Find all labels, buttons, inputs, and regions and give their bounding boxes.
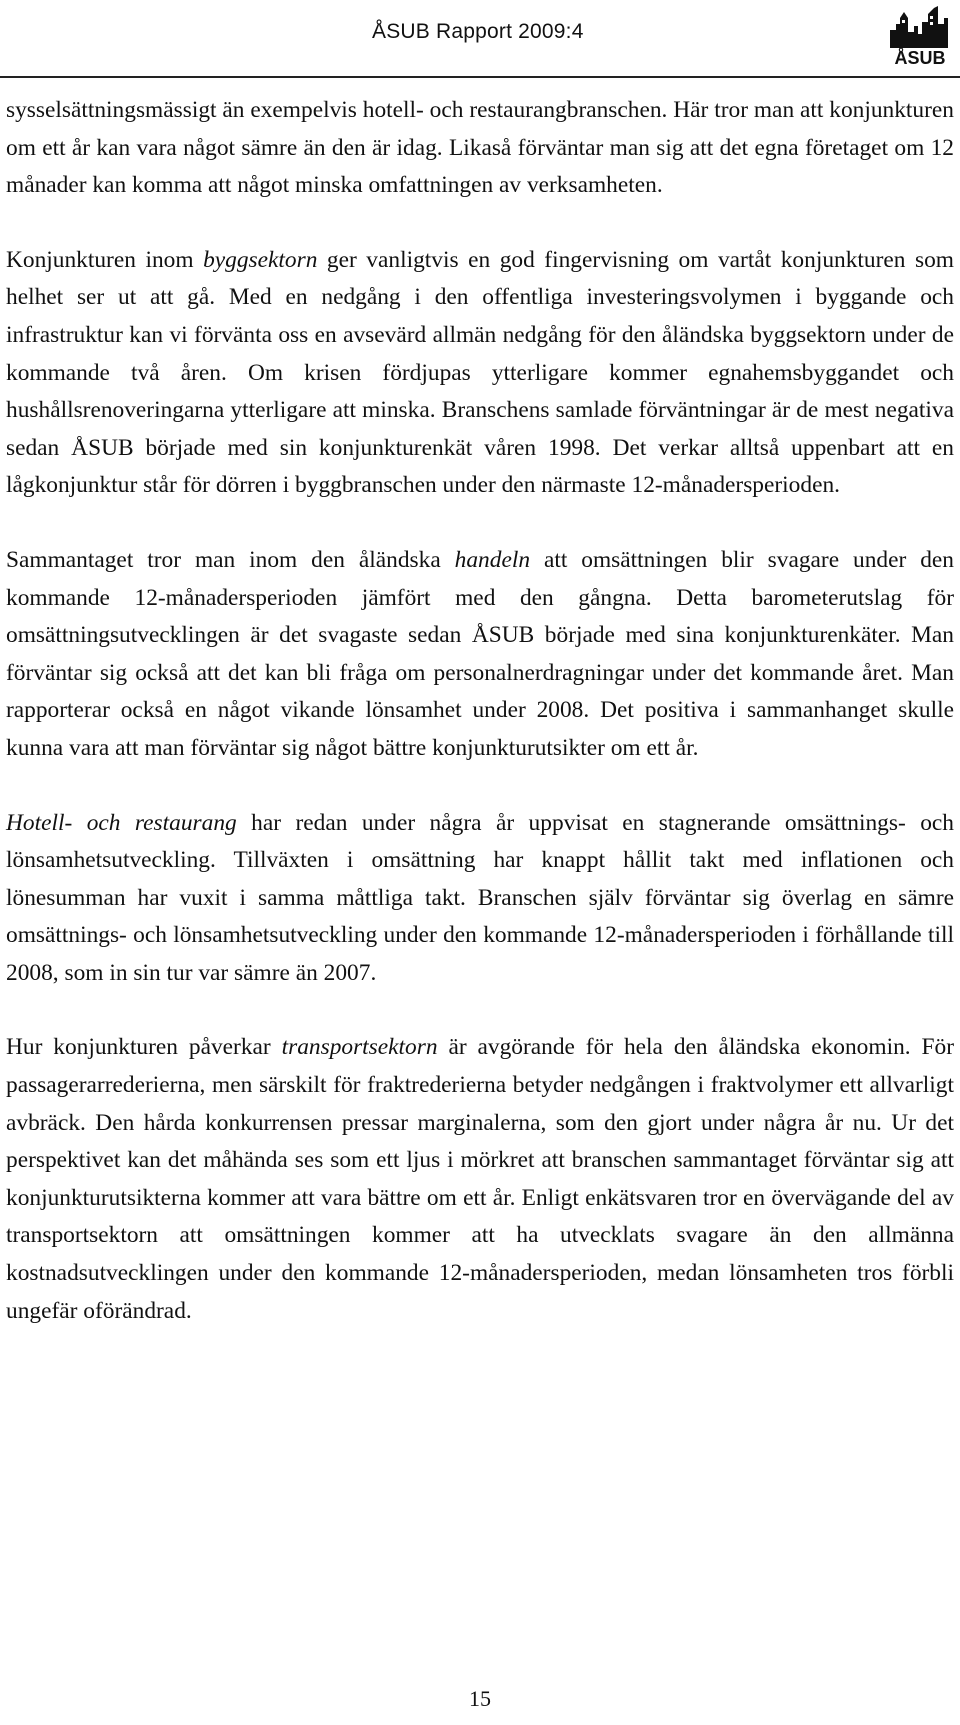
- page-header: [0, 0, 960, 80]
- text-run: Konjunkturen inom: [6, 246, 204, 273]
- emphasized-term: Hotell- och restaurang: [6, 809, 237, 836]
- text-run: har redan under några år uppvisat en stagnerande omsättnings- och lönsamhetsutveckling. Tillväxten i omsättning har knappt hållit takt med inflationen och lönesumman har vuxit i samma måttliga takt. Branschen själv förväntar sig överlag en sämre omsättnings- och lönsamhetsutveckling under den kommande 12-månadersperioden i förhållande till 2008, som in sin tur var sämre än 2007.: [6, 809, 954, 986]
- text-run: ger vanligtvis en god fingervisning om vartåt konjunkturen som helhet ser ut att gå. Med en nedgång i den offentliga investeringsvolymen i byggande och infrastruktur kan vi förvänta oss en avsevärd allmän nedgång för den åländska byggsektorn under de kommande två åren. Om krisen fördjupas ytterligare kommer egnahemsbyggandet och hushållsrenoveringarna ytterligare att minska. Branschens samlade förväntningar är de mest negativa sedan ÅSUB började med sin konjunkturenkät våren 1998. Det verkar alltså uppenbart att en lågkonjunktur står för dörren i byggbranschen under den närmaste 12-månadersperioden.: [6, 246, 954, 499]
- page-number: 15: [469, 1686, 491, 1711]
- asub-logo-icon: [888, 4, 952, 66]
- text-run: är avgörande för hela den åländska ekonomin. För passagerarrederierna, men särskilt för fraktrederierna betyder nedgången i fraktvolymer ett allvarligt avbräck. Den hårda konkurrensen pressar marginalerna, som den gjort under några år nu. Ur det perspektivet kan det måhända ses som ett ljus i mörkret att branschen sammantaget förväntar sig att konjunkturutsikterna kommer att vara bättre om ett år. Enligt enkätsvaren tror en övervägande del av transportsektorn att omsättningen kommer att ha utvecklats svagare än den allmänna kostnadsutvecklingen under den kommande 12-månadersperioden, medan lönsamheten tros förbli ungefär oförändrad.: [6, 1034, 954, 1324]
- paragraph: [6, 805, 954, 993]
- text-run: Sammantaget tror man inom den åländska: [6, 546, 455, 573]
- header-rule: [0, 76, 960, 78]
- paragraph: [6, 92, 954, 205]
- text-run: sysselsättningsmässigt än exempelvis hotell- och restaurangbranschen. Här tror man att konjunkturen om ett år kan vara något sämre än den är idag. Likaså förväntar man sig att det egna företaget om 12 månader kan komma att något minska omfattningen av verksamheten.: [6, 97, 954, 199]
- paragraph: [6, 242, 954, 505]
- emphasized-term: byggsektorn: [203, 246, 318, 273]
- emphasized-term: transportsektorn: [281, 1034, 438, 1061]
- logo-text: ÅSUB: [894, 48, 946, 66]
- body-text: [6, 92, 954, 1367]
- emphasized-term: handeln: [454, 546, 531, 573]
- paragraph: [6, 1029, 954, 1330]
- report-title: ÅSUB Rapport 2009:4: [372, 20, 584, 43]
- text-run: Hur konjunkturen påverkar: [6, 1034, 282, 1061]
- paragraph: [6, 542, 954, 768]
- text-run: att omsättningen blir svagare under den kommande 12-månadersperioden jämfört med den gångna. Detta barometerutslag för omsättningsutvecklingen är det svagaste sedan ÅSUB började med sina konjunkturenkäter. Man förväntar sig också att det kan bli fråga om personalnerdragningar under det kommande året. Man rapporterar också en något vikande lönsamhet under 2008. Det positiva i sammanhanget skulle kunna vara att man förväntar sig något bättre konjunkturutsikter om ett år.: [6, 546, 954, 761]
